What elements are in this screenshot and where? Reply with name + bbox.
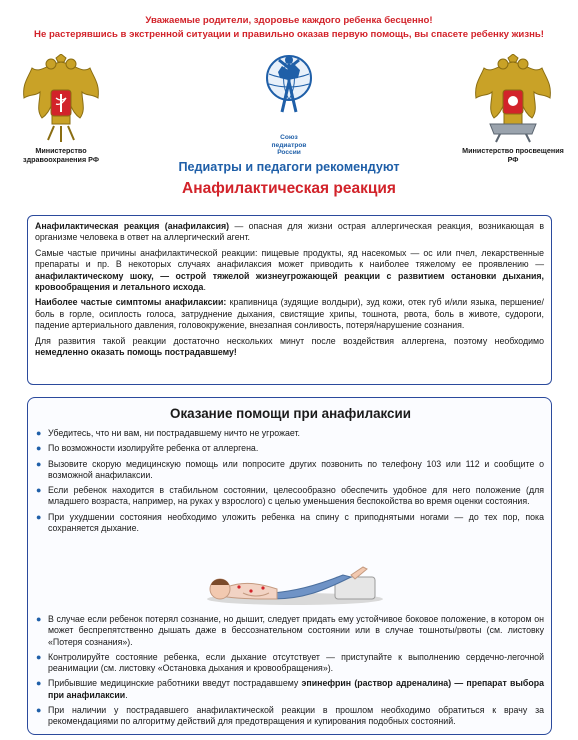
bullet-icon: ●: [36, 651, 42, 662]
info-definition-text: — опасная для жизни острая аллергическая реакция, возникающая в организме человека в ответ на аллергический агент.: [35, 221, 544, 243]
list-item: ● По возможности изолируйте ребенка от аллергена.: [36, 443, 259, 454]
info-box: [27, 215, 552, 385]
header-banner: [0, 14, 578, 42]
page-title: Анафилактическая реакция: [182, 180, 396, 197]
union-label-line2: педиатров: [271, 141, 307, 149]
bullet-icon: ●: [36, 511, 42, 522]
epinephrine-text: Прибывшие медицинские работники введут пострадавшему: [48, 678, 302, 689]
bullet-icon: ●: [36, 678, 42, 689]
epinephrine-end: .: [125, 689, 128, 700]
union-label-line1: Союз: [280, 134, 298, 141]
epinephrine-bold: эпинефрин (раствор адреналина) — препарат выбора при анафилаксии: [48, 678, 544, 700]
bullet-icon: ●: [36, 485, 42, 496]
list-item: ● Контролируйте состояние ребенка, если дыхание отсутствует — приступайте к выполнению сердечно-легочной реанимации (см. листовку «Остановка дыхания и кровообращения»).: [36, 651, 544, 674]
list-item: ● В случае если ребенок потерял сознание, но дышит, следует придать ему устойчивое боковое положение, в котором он может беспрепятственно дышать даже в бессознательном состоянии или в случае тошноты/рвоты (см. листовку «Потеря сознания»).: [36, 614, 544, 647]
union-pediatricians-logo-icon: [264, 52, 314, 134]
info-symptoms: [35, 297, 544, 331]
ministry-health-emblem-icon: [18, 54, 104, 146]
union-label: [239, 134, 339, 157]
ministry-health-label: Министерство здравоохранения РФ: [23, 146, 99, 164]
header-line-2: Не растерявшись в экстренной ситуации и правильно оказав первую помощь, вы спасете ребенку жизнь!: [34, 29, 544, 40]
list-item: ● Если ребенок находится в стабильном состоянии, целесообразно обеспечить удобное для него положение (для младшего возраста, например, на руках у взрослого) с целью уменьшения беспокойства во время оценки состояния.: [36, 485, 544, 507]
help-box: [27, 397, 552, 735]
child-lying-legs-raised-icon: [203, 547, 388, 607]
info-symptoms-heading: Наиболее частые симптомы анафилаксии:: [35, 297, 227, 308]
page-subtitle: Педиатры и педагоги рекомендуют: [178, 160, 400, 174]
info-definition-term: Анафилактическая реакция (анафилаксия): [35, 221, 230, 231]
list-item: ● При ухудшении состояния необходимо уложить ребенка на спину с приподнятыми ногами — до тех пор, пока сохраняется дыхание.: [36, 511, 544, 534]
bullet-icon: ●: [36, 443, 42, 454]
list-item: [34, 678, 544, 701]
help-steps-list-continued: [34, 614, 544, 732]
help-steps-list: [34, 428, 544, 538]
list-item: ● Вызовите скорую медицинскую помощь или попросите других позвонить по телефону 103 или 112 и сообщите о возможной анафилаксии.: [36, 458, 544, 480]
ministry-education-label: Министерство просвещения РФ: [462, 146, 564, 164]
info-symptoms-text: крапивница (зудящие волдыри), зуд кожи, отек губ и/или языка, першение/боль в горле, осиплость голоса, затруднение дыхания, свистящие хрипы, тошнота, рвота, боль в животе, судороги, падение артериального давления, головокружение, внезапная сонливость, потеря/нарушение сознания.: [35, 297, 544, 331]
bullet-icon: ●: [36, 705, 42, 716]
bullet-icon: ●: [36, 428, 42, 438]
list-item: ● Убедитесь, что ни вам, ни пострадавшему ничто не угрожает.: [36, 428, 300, 438]
bullet-icon: ●: [36, 458, 42, 469]
info-definition: [35, 221, 544, 244]
list-item: ● При наличии у пострадавшего анафилактической реакции в прошлом необходимо обратиться к врачу за рекомендациями по алгоритму действий для предотвращения и купирования подобных состояний.: [36, 705, 544, 727]
union-label-line3: России: [277, 149, 301, 157]
header-line-1: Уважаемые родители, здоровье каждого ребенка бесценно!: [145, 15, 433, 26]
info-urgency: [35, 336, 544, 359]
help-title: Оказание помощи при анафилаксии: [170, 406, 411, 421]
info-causes-end: .: [203, 282, 206, 293]
ministry-education-emblem-icon: [470, 54, 556, 146]
info-causes: [35, 248, 544, 294]
info-causes-bold: анафилактическому шоку, — острой тяжелой жизнеугрожающей реакции с развитием остановки дыхания, кровообращения и летального исхода: [35, 270, 544, 293]
info-urgency-text: Для развития такой реакции достаточно нескольких минут после воздействия аллергена, поэтому необходимо: [35, 335, 544, 346]
bullet-icon: ●: [36, 614, 42, 624]
info-causes-text: Самые частые причины анафилактической реакции: пищевые продукты, яд насекомых — ос или пчел, лекарственные препараты и пр. В некоторых случаях анафилаксия может приводить к наиболее тяжелому ее проявлению —: [35, 247, 544, 270]
info-urgency-bold: немедленно оказать помощь пострадавшему!: [35, 347, 237, 358]
